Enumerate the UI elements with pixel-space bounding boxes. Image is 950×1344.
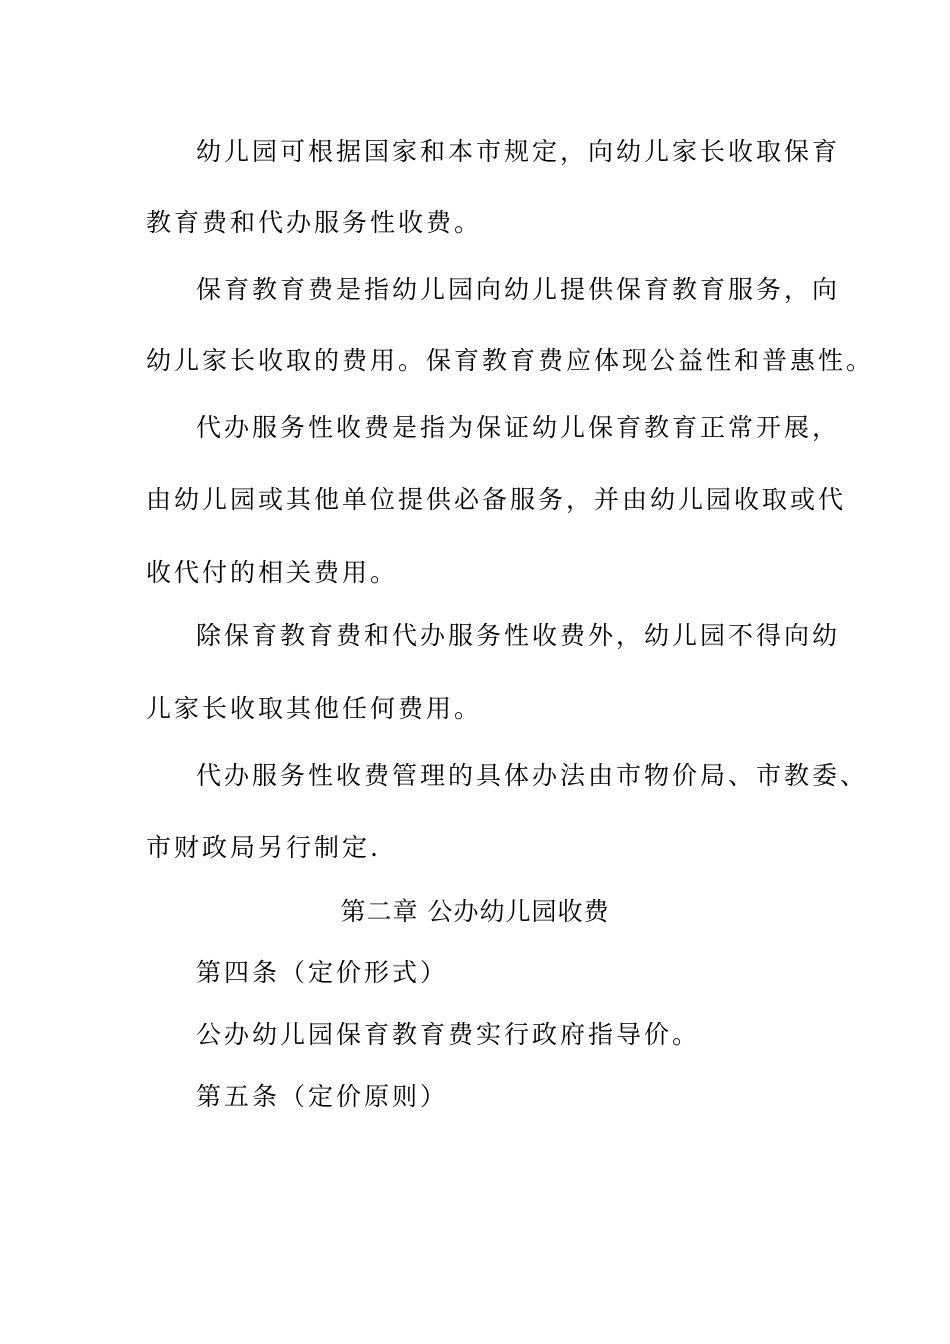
paragraph-1-line-2: 教育费和代办服务性收费。 (146, 208, 483, 237)
paragraph-1-line-1: 幼儿园可根据国家和本市规定，向幼儿家长收取保育 (196, 137, 841, 166)
article-4-text: 公办幼儿园保育教育费实行政府指导价。 (196, 1020, 701, 1049)
paragraph-3-line-2: 由幼儿园或其他单位提供必备服务，并由幼儿园收取或代 (146, 485, 847, 514)
paragraph-5-line-1: 代办服务性收费管理的具体办法由市物价局、市教委、 (196, 761, 869, 790)
chapter-title: 第二章 公办幼儿园收费 (340, 897, 610, 926)
paragraph-2-line-2: 幼儿家长收取的费用。保育教育费应体现公益性和普惠性。 (146, 346, 875, 375)
paragraph-4-line-1: 除保育教育费和代办服务性收费外，幼儿园不得向幼 (196, 621, 841, 650)
article-4-title: 第四条（定价形式） (196, 958, 449, 987)
paragraph-4-line-2: 儿家长收取其他任何费用。 (146, 694, 483, 723)
paragraph-3-line-3: 收代付的相关费用。 (146, 558, 399, 587)
article-5-title: 第五条（定价原则） (196, 1082, 449, 1111)
paragraph-5-line-2: 市财政局另行制定. (146, 833, 381, 862)
paragraph-2-line-1: 保育教育费是指幼儿园向幼儿提供保育教育服务，向 (196, 275, 841, 304)
paragraph-3-line-1: 代办服务性收费是指为保证幼儿保育教育正常开展， (196, 413, 841, 442)
